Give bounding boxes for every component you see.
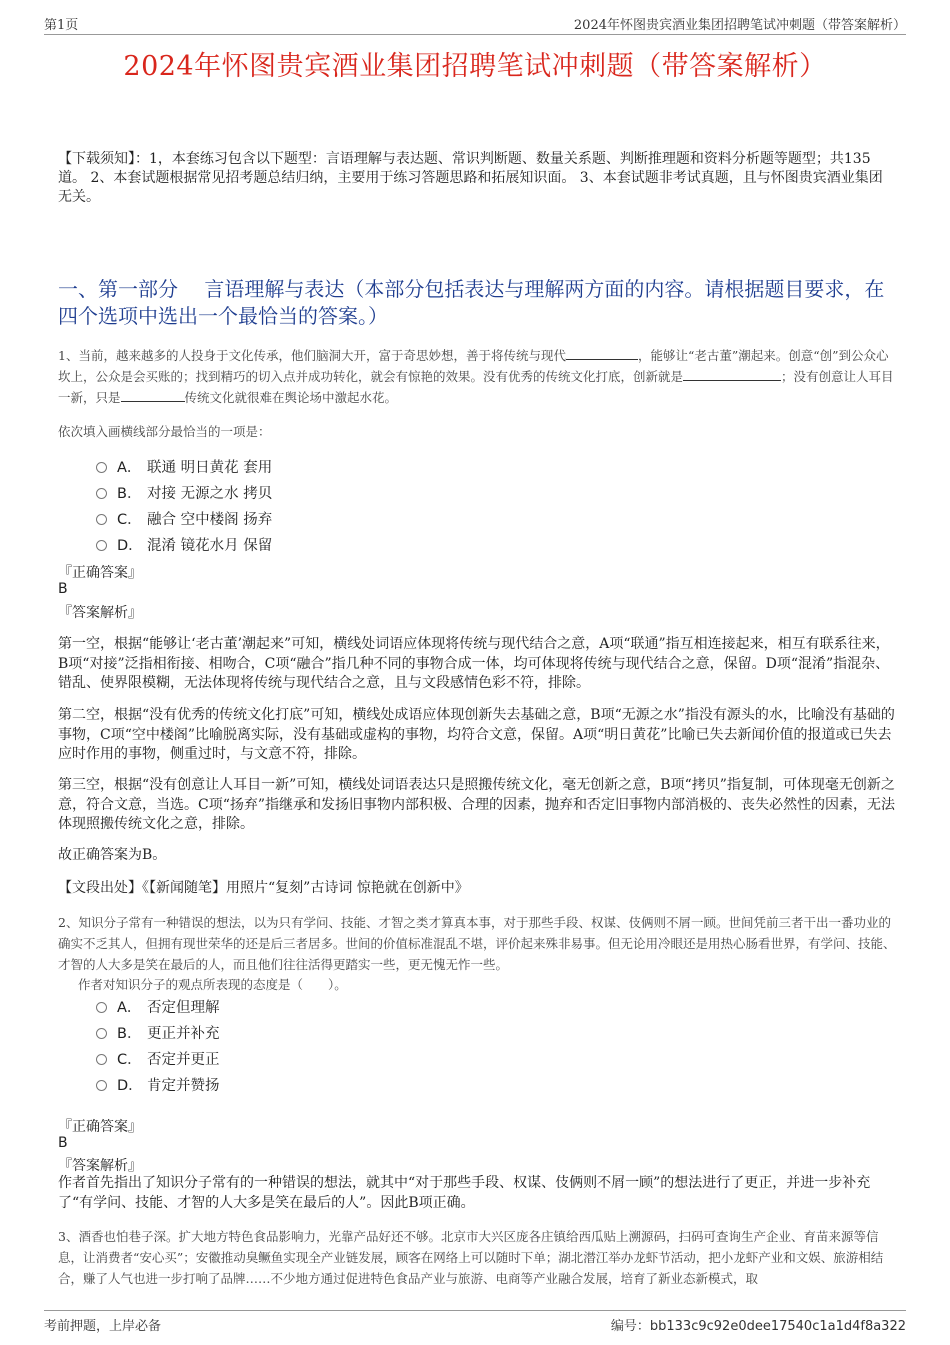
- option-text: 混淆 镜花水月 保留: [147, 538, 273, 554]
- fill-blank-2: [683, 367, 781, 381]
- option-letter: D．: [117, 538, 143, 554]
- option-text: 联通 明日黄花 套用: [147, 460, 273, 476]
- option-text: 对接 无源之水 拷贝: [147, 486, 273, 502]
- q1-source: 【文段出处】《【新闻随笔】用照片“复刻”古诗词 惊艳就在创新中》: [58, 880, 469, 896]
- q1-text-part1: 1、当前，越来越多的人投身于文化传承，他们脑洞大开，富于奇思妙想，善于将传统与现代: [58, 348, 566, 363]
- radio-icon[interactable]: [96, 1054, 107, 1065]
- option-letter: C．: [117, 512, 142, 528]
- option-letter: B．: [117, 1026, 142, 1042]
- question-1-stem: [58, 345, 900, 408]
- option-letter: A．: [117, 1000, 142, 1016]
- q1-option-a[interactable]: [96, 456, 272, 476]
- radio-icon[interactable]: [96, 1080, 107, 1091]
- q2-answer: B: [58, 1135, 68, 1151]
- option-letter: D．: [117, 1078, 143, 1094]
- header-doc-title: 2024年怀图贵宾酒业集团招聘笔试冲刺题（带答案解析）: [573, 18, 906, 33]
- question-3-stem: 3、酒香也怕巷子深。扩大地方特色食品影响力，光靠产品好还不够。北京市大兴区庞各庄镇给西瓜贴上溯源码，扫码可查询生产企业、育苗来源等信息，让消费者“安心买”；安徽推动臭鳜鱼实现全产业链发展，顾客在网络上可以随时下单；湖北潜江举办龙虾节活动，把小龙虾产业和文娱、旅游相结合，赚了人气也进一步打响了品牌……不少地方通过促进特色食品产业与旅游、电商等产业融合发展，培育了新业态新模式，取: [58, 1229, 884, 1286]
- q2-prompt: 作者对知识分子的观点所表现的态度是（ ）。: [78, 977, 347, 992]
- q1-answer-label: 『正确答案』: [58, 565, 142, 581]
- radio-icon[interactable]: [96, 1002, 107, 1013]
- q1-option-c[interactable]: [96, 508, 272, 528]
- radio-icon[interactable]: [96, 1028, 107, 1039]
- radio-icon[interactable]: [96, 514, 107, 525]
- fill-blank-3: [121, 388, 185, 402]
- radio-icon[interactable]: [96, 540, 107, 551]
- radio-icon[interactable]: [96, 462, 107, 473]
- option-letter: A．: [117, 460, 142, 476]
- q2-answer-label: 『正确答案』: [58, 1119, 142, 1135]
- q1-text-part2: ，能够让“老古董”潮起来。创意“创”到公众心坎上，公众是会买账的；找到精巧的切入点并成功转化，就会有惊艳的效果。没有优秀的传统文化打底，创新就是: [58, 348, 889, 384]
- fill-blank-1: [566, 346, 638, 360]
- q1-analysis-label: 『答案解析』: [58, 605, 142, 621]
- q1-prompt: 依次填入画横线部分最恰当的一项是：: [58, 424, 271, 439]
- q1-conclusion: 故正确答案为B。: [58, 847, 167, 863]
- q2-option-b[interactable]: [96, 1022, 220, 1042]
- q1-analysis-para-1: 第一空，根据“能够让‘老古董’潮起来”可知，横线处词语应体现将传统与现代结合之意，A项“联通”指互相连接起来，相互有联系往来，B项“对接”泛指相衔接、相吻合，C项“融合”指几种不同的事物合成一体，均可体现将传统与现代结合之意，保留。D项“混淆”指混杂、错乱、使界限模糊，无法体现将传统与现代结合之意，且与文段感情色彩不符，排除。: [58, 636, 890, 691]
- q1-analysis-para-3: 第三空，根据“没有创意让人耳目一新”可知，横线处词语表达只是照搬传统文化，毫无创新之意，B项“拷贝”指复制，可体现毫无创新之意，符合文意，当选。C项“扬弃”指继承和发扬旧事物内部积极、合理的因素，抛弃和否定旧事物内部消极的、丧失必然性的因素，无法体现照搬传统文化之意，排除。: [58, 777, 896, 832]
- option-letter: C．: [117, 1052, 142, 1068]
- option-text: 否定但理解: [147, 1000, 220, 1016]
- q1-option-d[interactable]: [96, 534, 272, 554]
- option-text: 否定并更正: [147, 1052, 220, 1068]
- code-value: bb133c9c92e0dee17540c1a1d4f8a322: [649, 1319, 906, 1334]
- radio-icon[interactable]: [96, 488, 107, 499]
- q1-analysis-para-2: 第二空，根据“没有优秀的传统文化打底”可知，横线处成语应体现创新失去基础之意，B项“无源之水”指没有源头的水，比喻没有基础的事物，C项“空中楼阁”比喻脱离实际，没有基础或虚构的事物，均符合文意，保留。A项“明日黄花”比喻已失去新闻价值的报道或已失去应时作用的事物，侧重过时，与文意不符，排除。: [58, 707, 895, 762]
- q1-answer: B: [58, 581, 68, 597]
- footer-slogan: 考前押题，上岸必备: [44, 1319, 162, 1334]
- option-text: 融合 空中楼阁 扬弃: [147, 512, 273, 528]
- q1-option-b[interactable]: [96, 482, 272, 502]
- option-letter: B．: [117, 486, 142, 502]
- q2-analysis: 作者首先指出了知识分子常有的一种错误的想法，就其中“对于那些手段、权谋、伎俩则不屑一顾”的想法进行了更正，并进一步补充了“有学问、技能、才智的人大多是笑在最后的人”。因此B项正确。: [58, 1175, 871, 1211]
- q2-option-c[interactable]: [96, 1048, 220, 1068]
- option-text: 肯定并赞扬: [147, 1078, 220, 1094]
- q1-text-part4: 传统文化就很难在舆论场中激起水花。: [184, 390, 398, 405]
- q2-analysis-label: 『答案解析』: [58, 1158, 142, 1174]
- document-code: [611, 1315, 906, 1334]
- question-2-stem: 2、知识分子常有一种错误的想法，以为只有学问、技能、才智之类才算真本事，对于那些手段、权谋、伎俩则不屑一顾。世间凭前三者干出一番功业的确实不乏其人，但拥有现世荣华的还是后三者居多。世间的价值标准混乱不堪，评价起来殊非易事。但无论用冷眼还是用热心肠看世界，有学问、技能、才智的人大多是笑在最后的人，而且他们往往活得更踏实一些，更无愧无怍一些。: [58, 915, 896, 972]
- q1-text-part3: ；没有创意让人耳目一新，只是: [58, 369, 894, 405]
- download-notice: 【下载须知】：1，本套练习包含以下题型：言语理解与表达题、常识判断题、数量关系题、判断推理题和资料分析题等题型；共135道。 2、本套试题根据常见招考题总结归纳，主要用于练习答题思路和拓展知识面。 3、本套试题非考试真题，且与怀图贵宾酒业集团无关。: [58, 151, 883, 205]
- page-number: 第1页: [44, 18, 79, 33]
- page-header: [44, 14, 906, 35]
- q2-option-d[interactable]: [96, 1074, 220, 1094]
- q2-option-a[interactable]: [96, 996, 220, 1016]
- section-heading: 一、第一部分 言语理解与表达（本部分包括表达与理解两方面的内容。请根据题目要求，在四个选项中选出一个最恰当的答案。）: [58, 277, 885, 328]
- option-text: 更正并补充: [147, 1026, 220, 1042]
- code-label: 编号：: [610, 1319, 650, 1334]
- document-title: 2024年怀图贵宾酒业集团招聘笔试冲刺题（带答案解析）: [123, 51, 827, 82]
- page-footer: [44, 1310, 906, 1335]
